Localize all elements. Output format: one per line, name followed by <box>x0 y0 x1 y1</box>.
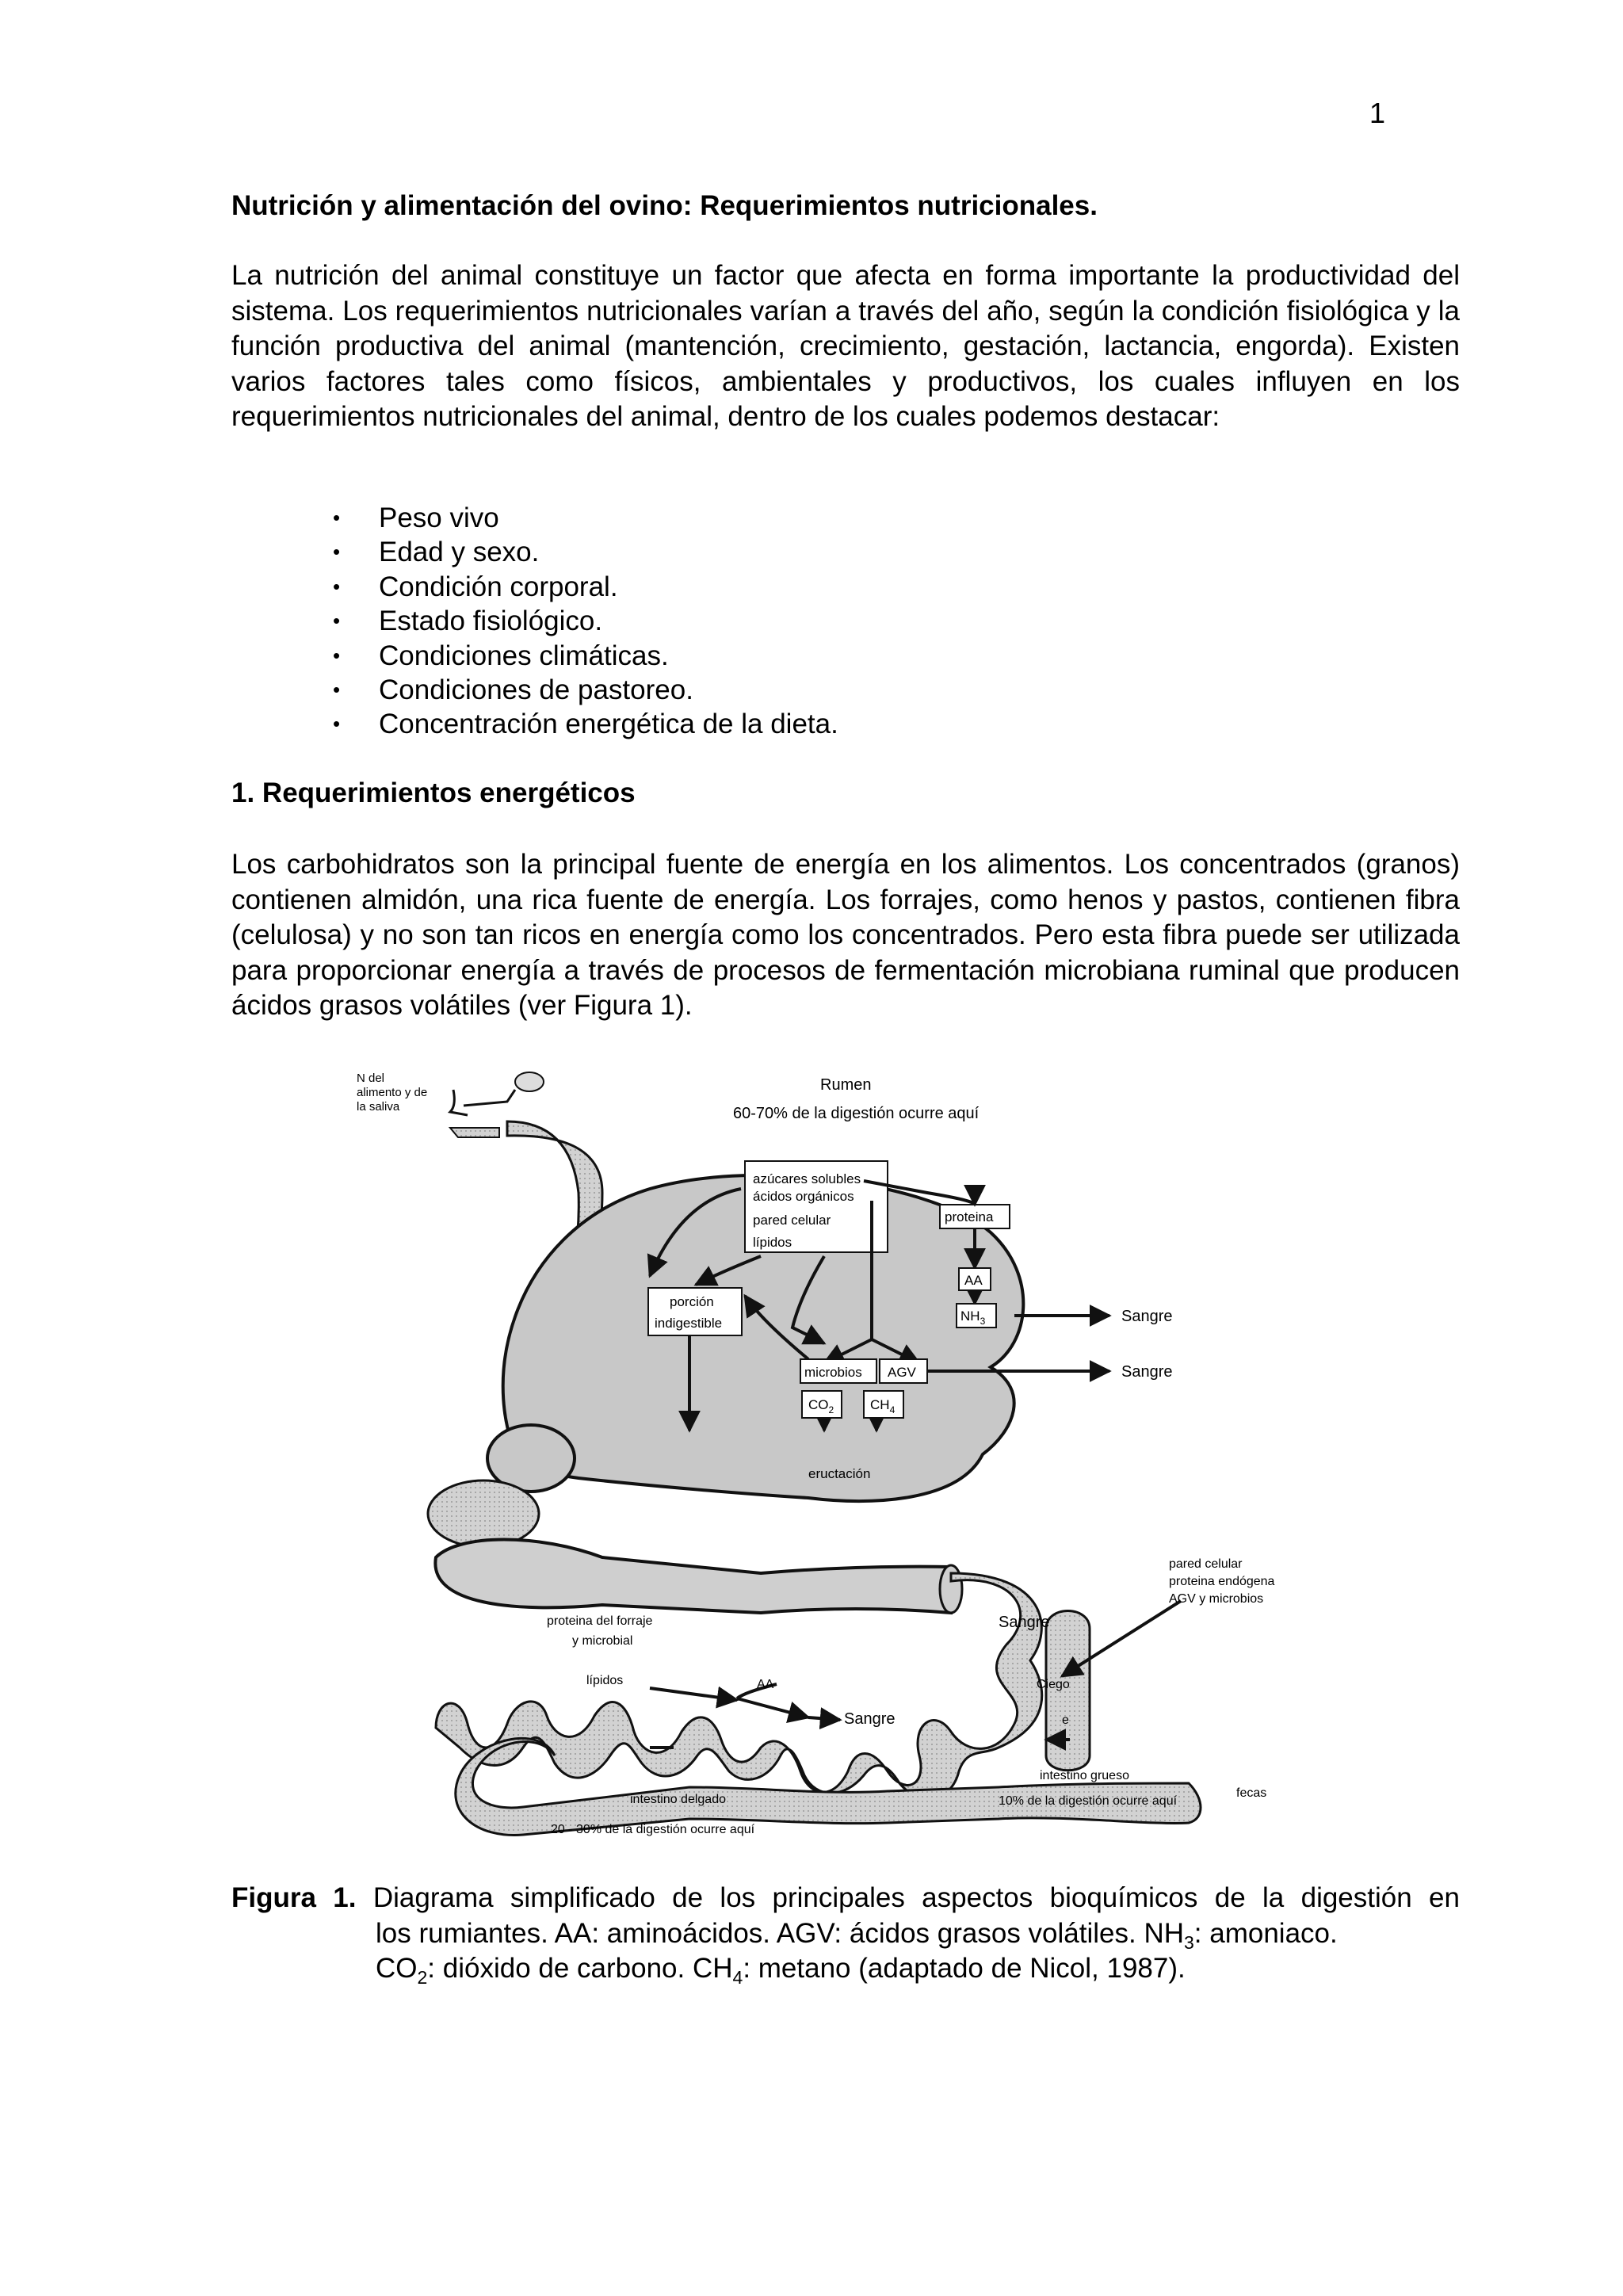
factor-list <box>333 501 838 742</box>
list-item: • Condición corporal. <box>333 570 838 604</box>
feed-item: pared celular <box>753 1213 831 1228</box>
pared-note: pared celular <box>1169 1557 1243 1571</box>
feed-item: azúcares solubles <box>753 1171 861 1186</box>
section-paragraph: Los carbohidratos son la principal fuente de energía en los alimentos. Los concentrados (granos) contienen almidón, una rica fuente de energía. Los forrajes, como henos y pastos, contienen fibra (celulosa) y no son tan ricos en energía como los concentrados. Pero esta fibra puede ser utilizada para proporcionar energía a través de procesos de fermentación microbiana ruminal que producen ácidos grasos volátiles (ver Figura 1). <box>231 849 1460 1021</box>
sangre-label: Sangre <box>1121 1363 1173 1381</box>
list-item: • Condiciones climáticas. <box>333 639 838 673</box>
forage-protein-label: proteina del forraje <box>547 1614 653 1628</box>
caption-label: Figura 1. <box>231 1882 357 1913</box>
n-source-label: la saliva <box>357 1100 400 1114</box>
delgado-pct-label: 20 - 30% de la digestión ocurre aquí <box>551 1823 755 1836</box>
intestino-delgado-label: intestino delgado <box>630 1793 726 1806</box>
feed-item: ácidos orgánicos <box>753 1189 854 1204</box>
list-item: • Estado fisiológico. <box>333 604 838 638</box>
sangre-label: Sangre <box>999 1614 1050 1631</box>
porcion-text: indigestible <box>655 1316 723 1331</box>
lipidos-label: lípidos <box>586 1674 624 1687</box>
fecas-label: fecas <box>1236 1786 1267 1800</box>
microbios-text: microbios <box>804 1365 862 1380</box>
page-title: Nutrición y alimentación del ovino: Requerimientos nutricionales. <box>231 190 1098 221</box>
list-item: • Peso vivo <box>333 501 838 535</box>
intro-paragraph: La nutrición del animal constituye un factor que afecta en forma importante la productividad del sistema. Los requerimientos nutricionales varían a través del año, según la condición fisiológica y la función productiva del animal (mantención, crecimiento, gestación, lactancia, engorda). Existen varios factores tales como físicos, ambientales y productivos, los cuales influyen en los requerimientos nutricionales del animal, dentro de los cuales podemos destacar: <box>231 260 1460 432</box>
section-heading: 1. Requerimientos energéticos <box>231 777 636 808</box>
rumen-label: Rumen <box>820 1076 872 1094</box>
feed-item: lípidos <box>753 1235 792 1250</box>
n-source-label: alimento y de <box>357 1086 428 1099</box>
ch4-text: $CH_4$ <box>870 1397 896 1415</box>
n-source-label: N del <box>357 1072 385 1085</box>
eructacion-text: eructación <box>808 1466 871 1481</box>
aa-intestine-label: AA <box>757 1678 774 1691</box>
figure-caption <box>231 1881 1460 1987</box>
digestion-diagram <box>317 1058 1308 1851</box>
page-number: 1 <box>1369 97 1386 129</box>
grueso-pct-label: 10% de la digestión ocurre aquí <box>999 1794 1178 1808</box>
rumen-pct-label: 60-70% de la digestión ocurre aquí <box>733 1105 980 1122</box>
forage-protein-label: y microbial <box>572 1634 633 1648</box>
co2-text: $CO_2$ <box>808 1397 834 1415</box>
porcion-text: porción <box>670 1294 714 1309</box>
pared-note: proteina endógena <box>1169 1575 1275 1588</box>
caption-continuation: los rumiantes. AA: aminoácidos. AGV: ácidos grasos volátiles. $NH_3$: amoniaco. $CO_2$: dióxido de carbono. $CH_4$: metano (adaptado de Nicol, 1987). <box>376 1917 1338 1988</box>
agv-text: AGV <box>888 1365 916 1380</box>
list-item: • Edad y sexo. <box>333 535 838 569</box>
ciego-label: e <box>1062 1713 1069 1727</box>
list-item: • Condiciones de pastoreo. <box>333 673 838 707</box>
aa-text: AA <box>964 1273 983 1288</box>
caption-text: Diagrama simplificado de los principales aspectos bioquímicos de la digestión en <box>372 1882 1460 1913</box>
sangre-label: Sangre <box>1121 1308 1173 1325</box>
nh3-text: $NH_3$ <box>960 1308 986 1327</box>
list-item: • Concentración energética de la dieta. <box>333 707 838 741</box>
pared-note: AGV y microbios <box>1169 1592 1264 1606</box>
ciego-label: Ciego <box>1037 1678 1070 1691</box>
sangre-label: Sangre <box>844 1710 896 1728</box>
intestino-grueso-label: intestino grueso <box>1040 1769 1129 1782</box>
proteina-text: proteina <box>945 1209 994 1224</box>
